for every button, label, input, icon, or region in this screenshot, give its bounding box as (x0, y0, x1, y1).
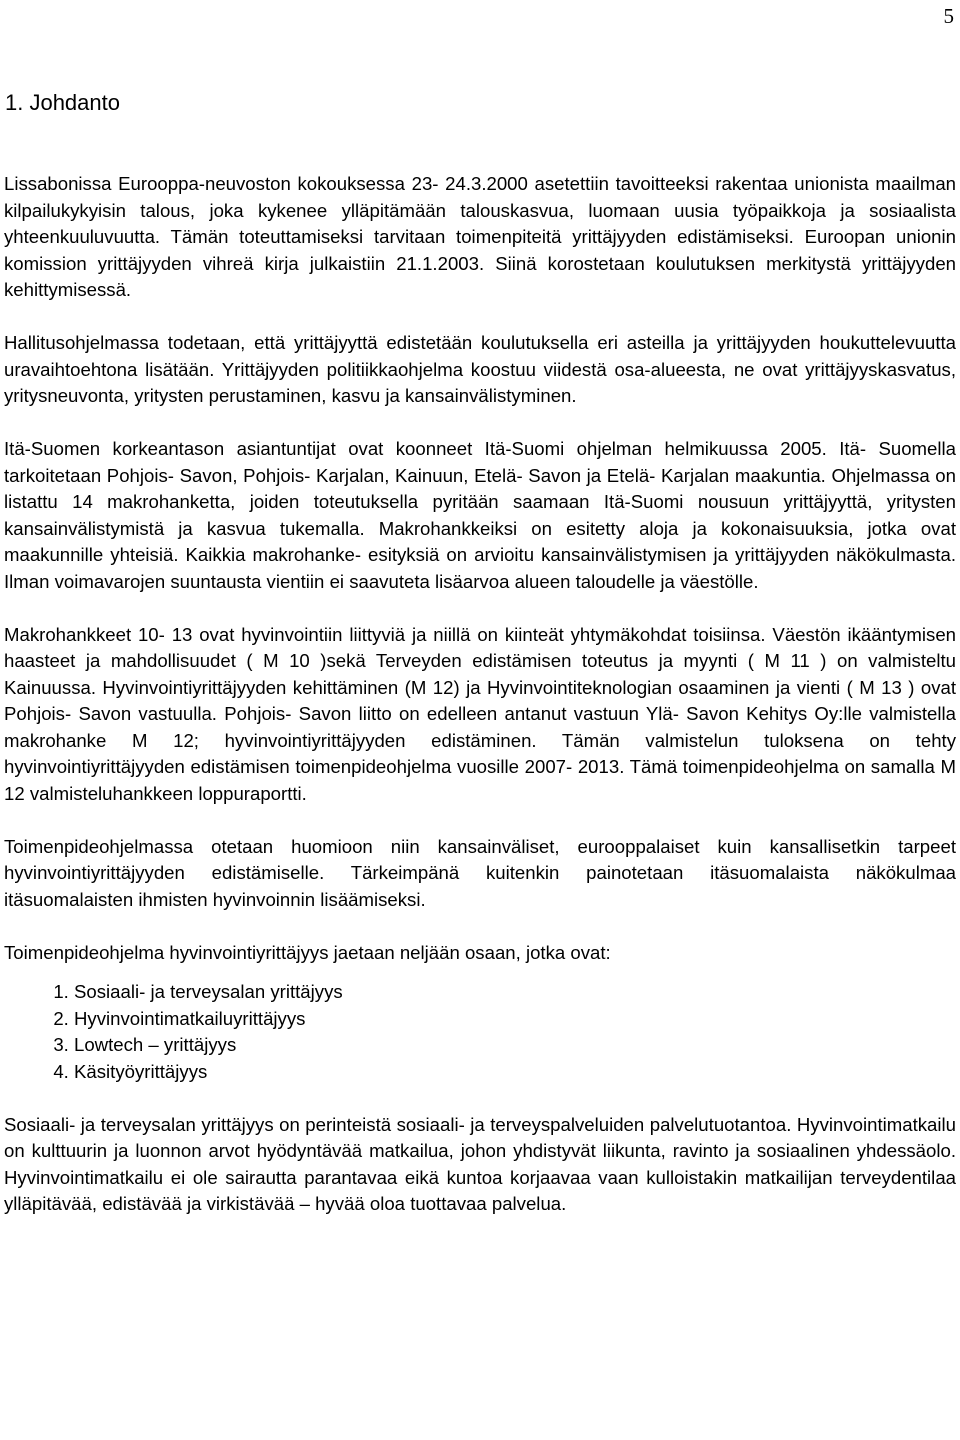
paragraph-sosiaali: Sosiaali- ja terveysalan yrittäjyys on perinteistä sosiaali- ja terveyspalveluiden palvelutuotantoa. Hyvinvointimatkailu on kulttuurin ja luonnon arvot hyödyntävää matkailua, johon yhdistyvät liikunta, ravinto ja sosiaalinen yhdessäolo. Hyvinvointimatkailu ei ole sairautta parantavaa eikä kuntoa korjaavaa vaan kulloistakin matkailijan terveydentilaa ylläpitävää, edistävää ja virkistävää – hyvää oloa tuottavaa palvelua. (4, 1113, 956, 1214)
paragraph-toimenpideohjelma: Toimenpideohjelmassa otetaan huomioon niin kansainväliset, eurooppalaiset kuin kansallisetkin tarpeet hyvinvointiyrittäjyyden edistämiselle. Tärkeimpänä kuitenkin painotetaan itäsuomalaista näkökulmaa itäsuomalaisten ihmisten hyvinvoinnin lisäämiseksi. (4, 835, 956, 910)
document-body (4, 171, 956, 1244)
section-heading: 1. Johdanto (5, 90, 120, 115)
list-item: 1. Sosiaali- ja terveysalan yrittäjyys (74, 979, 956, 1006)
list-item: 3. Lowtech – yrittäjyys (74, 1032, 956, 1059)
paragraph-list-intro: Toimenpideohjelma hyvinvointiyrittäjyys jaetaan neljään osaan, jotka ovat: (4, 941, 611, 963)
list-item: 2. Hyvinvointimatkailuyrittäjyys (74, 1006, 956, 1033)
paragraph-lissabon: Lissabonissa Eurooppa-neuvoston kokouksessa 23- 24.3.2000 asetettiin tavoitteeksi rakentaa unionista maailman kilpailukykyisin talous, joka kykenee ylläpitämään talouskasvua, luomaan uusia työpaikkoja ja sosiaalista yhteenkuuluvuutta. Tämän toteuttamiseksi tarvitaan toimenpiteitä yrittäjyyden edistämiseksi. Euroopan unionin komission yrittäjyyden vihreä kirja julkaistiin 21.1.2003. Siinä korostetaan koulutuksen merkitystä yrittäjyyden kehittymisessä. (4, 173, 956, 300)
page-number: 5 (943, 4, 954, 28)
program-parts-list (4, 979, 956, 1085)
paragraph-hallitusohjelma: Hallitusohjelmassa todetaan, että yrittäjyyttä edistetään koulutuksella eri asteilla ja yrittäjyyden houkuttelevuutta uravaihtoehtona lisätään. Yrittäjyyden politiikkaohjelma koostuu viidestä osa-alueesta, ne ovat yrittäjyyskasvatus, yritysneuvonta, yritysten perustaminen, kasvu ja kansainvälistyminen. (4, 332, 956, 406)
paragraph-makrohankkeet: Makrohankkeet 10- 13 ovat hyvinvointiin liittyviä ja niillä on kiinteät yhtymäkohdat toisiinsa. Väestön ikääntymisen haasteet ja mahdollisuudet ( M 10 )sekä Terveyden edistämisen toteutus ja myynti ( M 11 ) on valmisteltu Kainuussa. Hyvinvointiyrittäjyyden kehittäminen (M 12) ja Hyvinvointiteknologian osaaminen ja vienti ( M 13 ) ovat Pohjois- Savon vastuulla. Pohjois- Savon liitto on edelleen antanut vastuun Ylä- Savon Kehitys Oy:lle valmistella makrohanke M 12; hyvinvointiyrittäjyyden edistäminen. Tämän valmistelun tuloksena on tehty hyvinvointiyrittäjyyden edistämisen toimenpideohjelma vuosille 2007- 2013. Tämä toimenpideohjelma on samalla M 12 valmisteluhankkeen loppuraportti. (4, 623, 956, 804)
list-item: 4. Käsityöyrittäjyys (74, 1059, 956, 1086)
paragraph-ita-suomi: Itä-Suomen korkeantason asiantuntijat ovat koonneet Itä-Suomi ohjelman helmikuussa 2005. Itä- Suomella tarkoitetaan Pohjois- Savon, Pohjois- Karjalan, Kainuun, Etelä- Savon ja Etelä- Karjalan maakuntia. Ohjelmassa on listattu 14 makrohanketta, joiden toteutuksella pyritään saamaan Itä-Suomi nousuun yrittäjyyttä, yritysten kansainvälistymistä ja kasvua tukemalla. Makrohankkeiksi on esitetty aloja ja kokonaisuuksia, jotka ovat maakunnille yhteisiä. Kaikkia makrohanke- esityksiä on arvioitu kansainvälistymisen ja yrittäjyyden näkökulmasta. Ilman voimavarojen suuntausta vientiin ei saavuteta lisäarvoa alueen taloudelle ja väestölle. (4, 438, 956, 592)
